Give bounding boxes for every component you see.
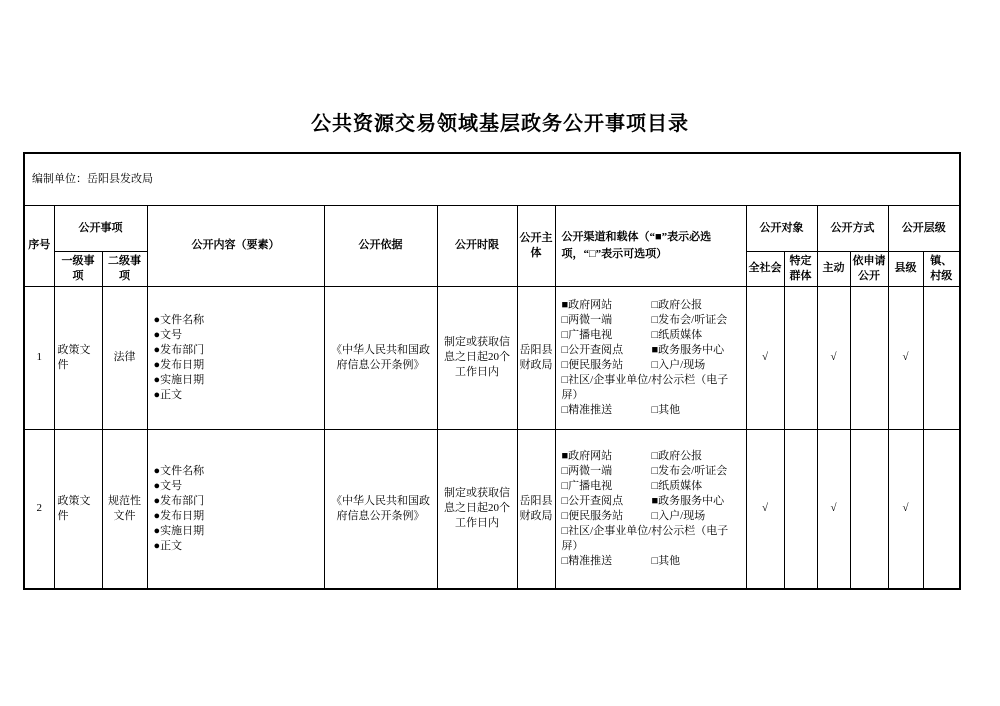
channel-option: □入户/现场 (651, 358, 706, 371)
header-target-specific: 特定群体 (784, 251, 817, 286)
checkmark-method-request (850, 286, 888, 429)
cell-content (147, 429, 324, 589)
header-level-town: 镇、村级 (923, 251, 960, 286)
channel-option: ■政府网站 (561, 449, 613, 462)
header-seq: 序号 (24, 205, 54, 286)
compilation-unit-label: 编制单位：岳阳县发改局 (24, 153, 960, 205)
checkmark-target-specific (784, 429, 817, 589)
bullet-item: ●发布部门 (153, 343, 205, 356)
bullet-item: ●正文 (153, 388, 183, 401)
checkmark-level-town (923, 429, 960, 589)
channel-option: □纸质媒体 (651, 328, 703, 341)
cell-time-limit: 制定或获取信息之日起20个工作日内 (437, 286, 517, 429)
cell-item-l2: 法律 (102, 286, 147, 429)
header-target-all: 全社会 (746, 251, 784, 286)
channel-option: ■政务服务中心 (651, 494, 725, 507)
bullet-item: ●文件名称 (153, 313, 205, 326)
channel-option: □发布会/听证会 (651, 464, 728, 477)
cell-subject: 岳阳县财政局 (517, 286, 555, 429)
channel-option: □社区/企事业单位/村公示栏（电子屏） (561, 373, 729, 401)
cell-item-l2: 规范性文件 (102, 429, 147, 589)
channel-option: □两微一端 (561, 464, 613, 477)
cell-seq: 2 (24, 429, 54, 589)
checkmark-method-active: √ (817, 429, 850, 589)
cell-item-l1: 政策文件 (54, 286, 102, 429)
header-item-l1: 一级事项 (54, 251, 102, 286)
header-channels: 公开渠道和载体（“■”表示必选项，“□”表示可选项） (555, 205, 746, 286)
channel-option: □便民服务站 (561, 358, 624, 371)
checkmark-target-specific (784, 286, 817, 429)
channel-option: □两微一端 (561, 313, 613, 326)
page-title: 公共资源交易领域基层政务公开事项目录 (311, 113, 689, 135)
channel-option: □公开查阅点 (561, 343, 624, 356)
header-level-group: 公开层级 (888, 205, 960, 251)
channel-option: □广播电视 (561, 479, 613, 492)
checkmark-target-all: √ (746, 429, 784, 589)
header-target-group: 公开对象 (746, 205, 817, 251)
header-basis: 公开依据 (324, 205, 437, 286)
checkmark-method-request (850, 429, 888, 589)
header-row-1 (24, 205, 960, 251)
bullet-item: ●实施日期 (153, 373, 205, 386)
channel-option: □便民服务站 (561, 509, 624, 522)
cell-time-limit: 制定或获取信息之日起20个工作日内 (437, 429, 517, 589)
bullet-item: ●文号 (153, 479, 183, 492)
bullet-item: ●发布部门 (153, 494, 205, 507)
header-method-request: 依申请公开 (850, 251, 888, 286)
header-method-active: 主动 (817, 251, 850, 286)
channel-option: □其他 (651, 554, 681, 567)
unit-row (24, 153, 960, 205)
header-method-group: 公开方式 (817, 205, 888, 251)
checkmark-level-county: √ (888, 429, 923, 589)
channel-option: □精准推送 (561, 403, 613, 416)
header-item-l2: 二级事项 (102, 251, 147, 286)
header-level-county: 县级 (888, 251, 923, 286)
channel-option: □广播电视 (561, 328, 613, 341)
bullet-item: ●正文 (153, 539, 183, 552)
cell-channels (555, 429, 746, 589)
bullet-item: ●实施日期 (153, 524, 205, 537)
header-time-limit: 公开时限 (437, 205, 517, 286)
header-subject: 公开主体 (517, 205, 555, 286)
bullet-item: ●文号 (153, 328, 183, 341)
table-row (24, 286, 960, 429)
checkmark-target-all: √ (746, 286, 784, 429)
checkmark-level-town (923, 286, 960, 429)
table-row (24, 429, 960, 589)
cell-basis: 《中华人民共和国政府信息公开条例》 (324, 429, 437, 589)
channel-option: □精准推送 (561, 554, 613, 567)
checkmark-method-active: √ (817, 286, 850, 429)
cell-item-l1: 政策文件 (54, 429, 102, 589)
channel-option: □入户/现场 (651, 509, 706, 522)
header-item-group: 公开事项 (54, 205, 147, 251)
header-content: 公开内容（要素） (147, 205, 324, 286)
directory-table (23, 152, 961, 590)
channel-option: □纸质媒体 (651, 479, 703, 492)
channel-option: □发布会/听证会 (651, 313, 728, 326)
channel-option: □政府公报 (651, 298, 703, 311)
cell-content (147, 286, 324, 429)
checkmark-level-county: √ (888, 286, 923, 429)
bullet-item: ●文件名称 (153, 464, 205, 477)
channel-option: □社区/企事业单位/村公示栏（电子屏） (561, 524, 729, 552)
cell-channels (555, 286, 746, 429)
channel-option: □公开查阅点 (561, 494, 624, 507)
cell-basis: 《中华人民共和国政府信息公开条例》 (324, 286, 437, 429)
cell-seq: 1 (24, 286, 54, 429)
channel-option: □其他 (651, 403, 681, 416)
channel-option: □政府公报 (651, 449, 703, 462)
bullet-item: ●发布日期 (153, 509, 205, 522)
bullet-item: ●发布日期 (153, 358, 205, 371)
cell-subject: 岳阳县财政局 (517, 429, 555, 589)
channel-option: ■政务服务中心 (651, 343, 725, 356)
channel-option: ■政府网站 (561, 298, 613, 311)
